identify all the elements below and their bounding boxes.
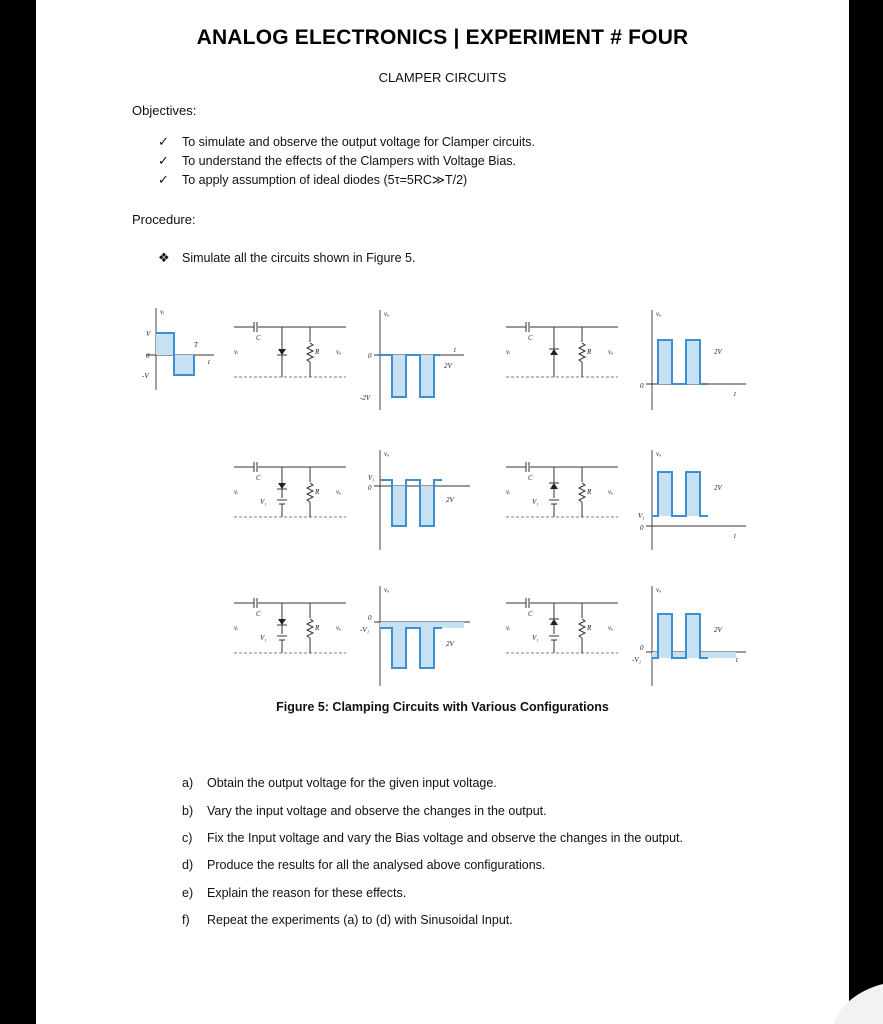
task-item: f) Repeat the experiments (a) to (d) with Sinusoidal Input. [182,913,513,927]
objective-item: ✓ To apply assumption of ideal diodes (5τ=5RC≫T/2) [158,172,468,187]
procedure-item: ❖ Simulate all the circuits shown in Figure 5. [158,250,416,265]
svg-text:vₒ: vₒ [608,624,614,632]
objective-item: ✓ To understand the effects of the Clampers with Voltage Bias. [158,153,516,168]
objectives-heading: Objectives: [132,103,197,118]
output-waveform-6 [632,586,746,686]
check-mark-icon: ✓ [158,172,169,187]
svg-text:vₒ: vₒ [384,586,390,594]
check-mark-icon: ✓ [158,153,169,168]
svg-text:C: C [528,610,533,618]
page-title: ANALOG ELECTRONICS | EXPERIMENT # FOUR [196,26,689,49]
svg-text:2V: 2V [446,496,454,504]
output-waveform-3 [368,450,470,550]
diamond-bullet-icon: ❖ [158,250,170,265]
svg-text:vₒ: vₒ [384,310,390,318]
svg-text:vᵢ: vᵢ [506,488,511,496]
svg-text:R: R [315,488,320,496]
clamper-circuit-2 [506,322,618,377]
svg-text:V₁: V₁ [368,474,375,482]
label-vi: vᵢ [160,308,165,316]
svg-text:vₒ: vₒ [336,488,342,496]
svg-text:vᵢ: vᵢ [234,348,239,356]
task-item: d) Produce the results for all the analysed above configurations. [182,858,546,872]
input-waveform [142,308,214,390]
svg-text:C: C [256,474,261,482]
svg-text:0: 0 [368,614,372,622]
svg-text:-2V: -2V [360,394,371,402]
page-subtitle: CLAMPER CIRCUITS [378,70,507,85]
svg-text:0: 0 [640,644,644,652]
svg-text:vᵢ: vᵢ [234,624,239,632]
check-mark-icon: ✓ [158,134,169,149]
svg-text:R: R [315,348,320,356]
svg-text:C: C [256,610,261,618]
svg-text:C: C [528,334,533,342]
svg-text:vₒ: vₒ [336,624,342,632]
label-zero: 0 [146,352,150,360]
document-page [36,0,849,1024]
page-curl-decoration [819,984,883,1024]
svg-text:0: 0 [368,352,372,360]
procedure-heading: Procedure: [132,212,196,227]
label-neg-v: -V [142,372,149,380]
svg-text:0: 0 [368,484,372,492]
clamper-circuit-6 [506,598,618,653]
label-period: T [194,341,198,349]
clamper-circuit-4 [506,462,618,517]
svg-text:vᵢ: vᵢ [506,624,511,632]
figure-caption: Figure 5: Clamping Circuits with Various Configurations [276,700,609,714]
svg-text:vₒ: vₒ [608,488,614,496]
svg-text:-V₁: -V₁ [360,626,370,634]
svg-text:vₒ: vₒ [608,348,614,356]
svg-text:vₒ: vₒ [656,586,662,594]
svg-text:vₒ: vₒ [656,450,662,458]
svg-text:vₒ: vₒ [384,450,390,458]
svg-text:V₁: V₁ [260,634,267,642]
svg-text:2V: 2V [714,348,722,356]
svg-text:0: 0 [640,524,644,532]
svg-text:vₒ: vₒ [656,310,662,318]
task-item: a) Obtain the output voltage for the given input voltage. [182,776,497,790]
svg-text:V₁: V₁ [532,498,539,506]
svg-text:C: C [528,474,533,482]
svg-text:2V: 2V [446,640,454,648]
svg-text:vᵢ: vᵢ [506,348,511,356]
svg-text:V₁: V₁ [532,634,539,642]
output-waveform-1 [360,310,464,410]
svg-text:-V₁: -V₁ [632,656,642,664]
svg-text:2V: 2V [714,484,722,492]
svg-text:t: t [454,346,456,354]
output-waveform-2 [640,310,746,410]
task-item: e) Explain the reason for these effects. [182,886,407,900]
clamper-figure [36,290,849,690]
svg-text:2V: 2V [714,626,722,634]
task-item: b) Vary the input voltage and observe the changes in the output. [182,804,547,818]
label-t: t [208,358,210,366]
svg-text:t: t [736,656,738,664]
clamper-circuit-3 [234,462,346,517]
svg-text:R: R [587,488,592,496]
svg-text:t: t [734,532,736,540]
objective-item: ✓ To simulate and observe the output voltage for Clamper circuits. [158,134,535,149]
svg-text:vᵢ: vᵢ [234,488,239,496]
task-item: c) Fix the Input voltage and vary the Bias voltage and observe the changes in the output. [182,831,684,845]
clamper-circuit-5 [234,598,346,653]
svg-text:R: R [315,624,320,632]
svg-text:R: R [587,348,592,356]
svg-text:t: t [734,390,736,398]
svg-text:V₁: V₁ [260,498,267,506]
output-waveform-4 [638,450,746,550]
svg-text:C: C [256,334,261,342]
svg-text:R: R [587,624,592,632]
output-waveform-5 [360,586,470,686]
svg-text:V₁: V₁ [638,512,645,520]
label-v: V [146,330,151,338]
svg-text:vₒ: vₒ [336,348,342,356]
svg-text:0: 0 [640,382,644,390]
svg-text:2V: 2V [444,362,452,370]
clamper-circuit-1 [234,322,346,377]
